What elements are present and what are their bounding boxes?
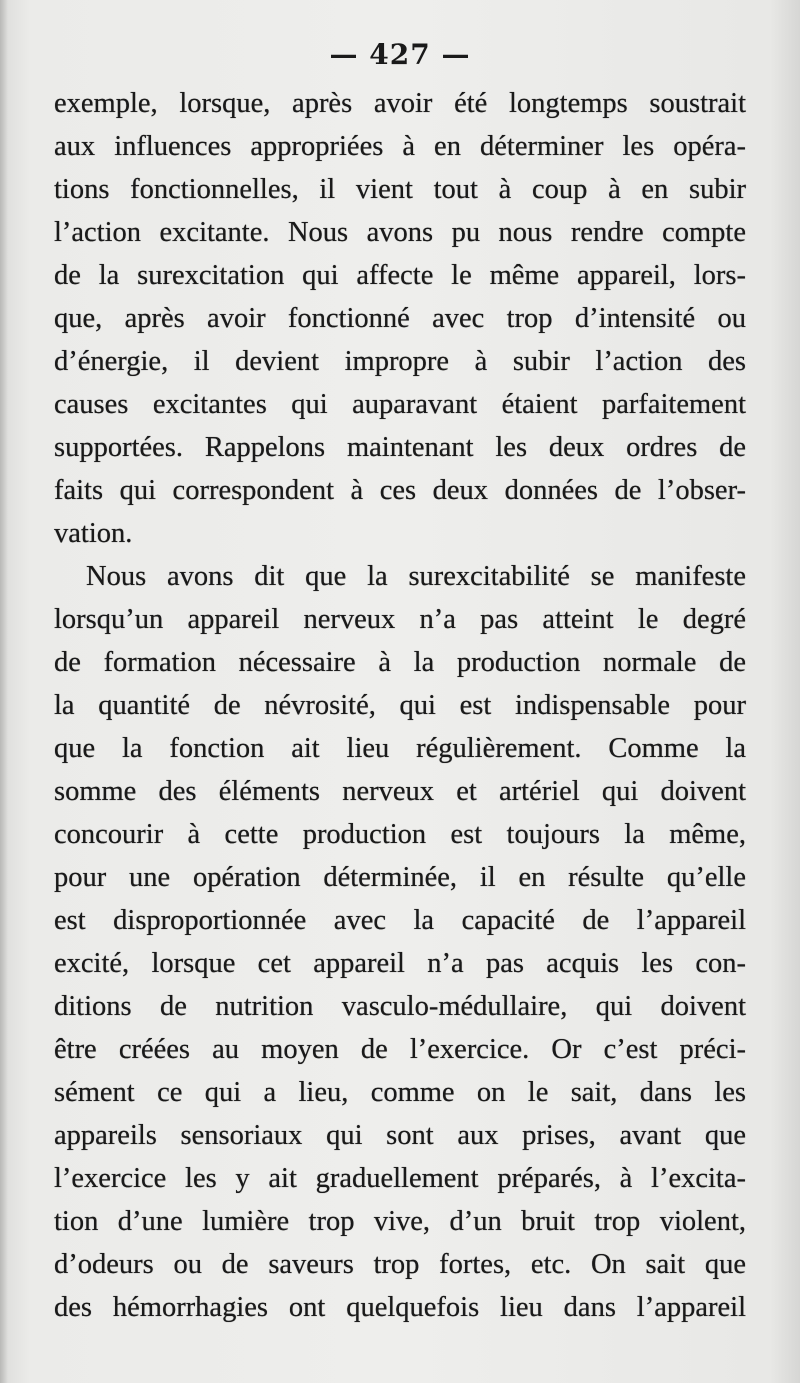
text-line: aux influences appropriées à en déterminer les opéra- xyxy=(54,131,746,162)
text-line: l’action excitante. Nous avons pu nous rendre compte xyxy=(54,217,746,248)
text-line: concourir à cette production est toujours la même, xyxy=(54,819,746,850)
text-line: supportées. Rappelons maintenant les deux ordres de xyxy=(54,432,746,463)
text-line: somme des éléments nerveux et artériel qui doivent xyxy=(54,776,746,807)
text-line: pour une opération déterminée, il en résulte qu’elle xyxy=(54,862,746,893)
text-line: causes excitantes qui auparavant étaient parfaitement xyxy=(54,389,746,420)
text-line: sément ce qui a lieu, comme on le sait, dans les xyxy=(54,1077,746,1108)
text-line: lorsqu’un appareil nerveux n’a pas atteint le degré xyxy=(54,604,746,635)
text-line: que, après avoir fonctionné avec trop d’intensité ou xyxy=(54,303,746,334)
text-line: faits qui correspondent à ces deux données de l’obser- xyxy=(54,475,746,506)
text-line: la quantité de névrosité, qui est indispensable pour xyxy=(54,690,746,721)
text-line: l’exercice les y ait graduellement préparés, à l’excita- xyxy=(54,1163,746,1194)
text-line: des hémorrhagies ont quelquefois lieu dans l’appareil xyxy=(54,1292,746,1323)
text-line: appareils sensoriaux qui sont aux prises, avant que xyxy=(54,1120,746,1151)
text-line: de formation nécessaire à la production normale de xyxy=(54,647,746,678)
body-text xyxy=(54,82,746,1329)
text-line: d’énergie, il devient impropre à subir l’action des xyxy=(54,346,746,377)
text-line: est disproportionnée avec la capacité de l’appareil xyxy=(54,905,746,936)
text-line: de la surexcitation qui affecte le même appareil, lors- xyxy=(54,260,746,291)
text-line: exemple, lorsque, après avoir été longtemps soustrait xyxy=(54,88,746,119)
text-line: excité, lorsque cet appareil n’a pas acquis les con- xyxy=(54,948,746,979)
page-number: — 427 — xyxy=(329,38,471,71)
paragraph-1 xyxy=(54,82,746,555)
paragraph-2 xyxy=(54,555,746,1329)
text-line: Nous avons dit que la surexcitabilité se manifeste xyxy=(86,561,746,592)
text-line: tion d’une lumière trop vive, d’un bruit trop violent, xyxy=(54,1206,746,1237)
page-edge-shadow xyxy=(0,0,8,1383)
text-line: ditions de nutrition vasculo-médullaire, qui doivent xyxy=(54,991,746,1022)
text-line: d’odeurs ou de saveurs trop fortes, etc. On sait que xyxy=(54,1249,746,1280)
text-line: être créées au moyen de l’exercice. Or c’est préci- xyxy=(54,1034,746,1065)
text-line: tions fonctionnelles, il vient tout à coup à en subir xyxy=(54,174,746,205)
text-line: vation. xyxy=(54,518,133,549)
text-line: que la fonction ait lieu régulièrement. Comme la xyxy=(54,733,746,764)
